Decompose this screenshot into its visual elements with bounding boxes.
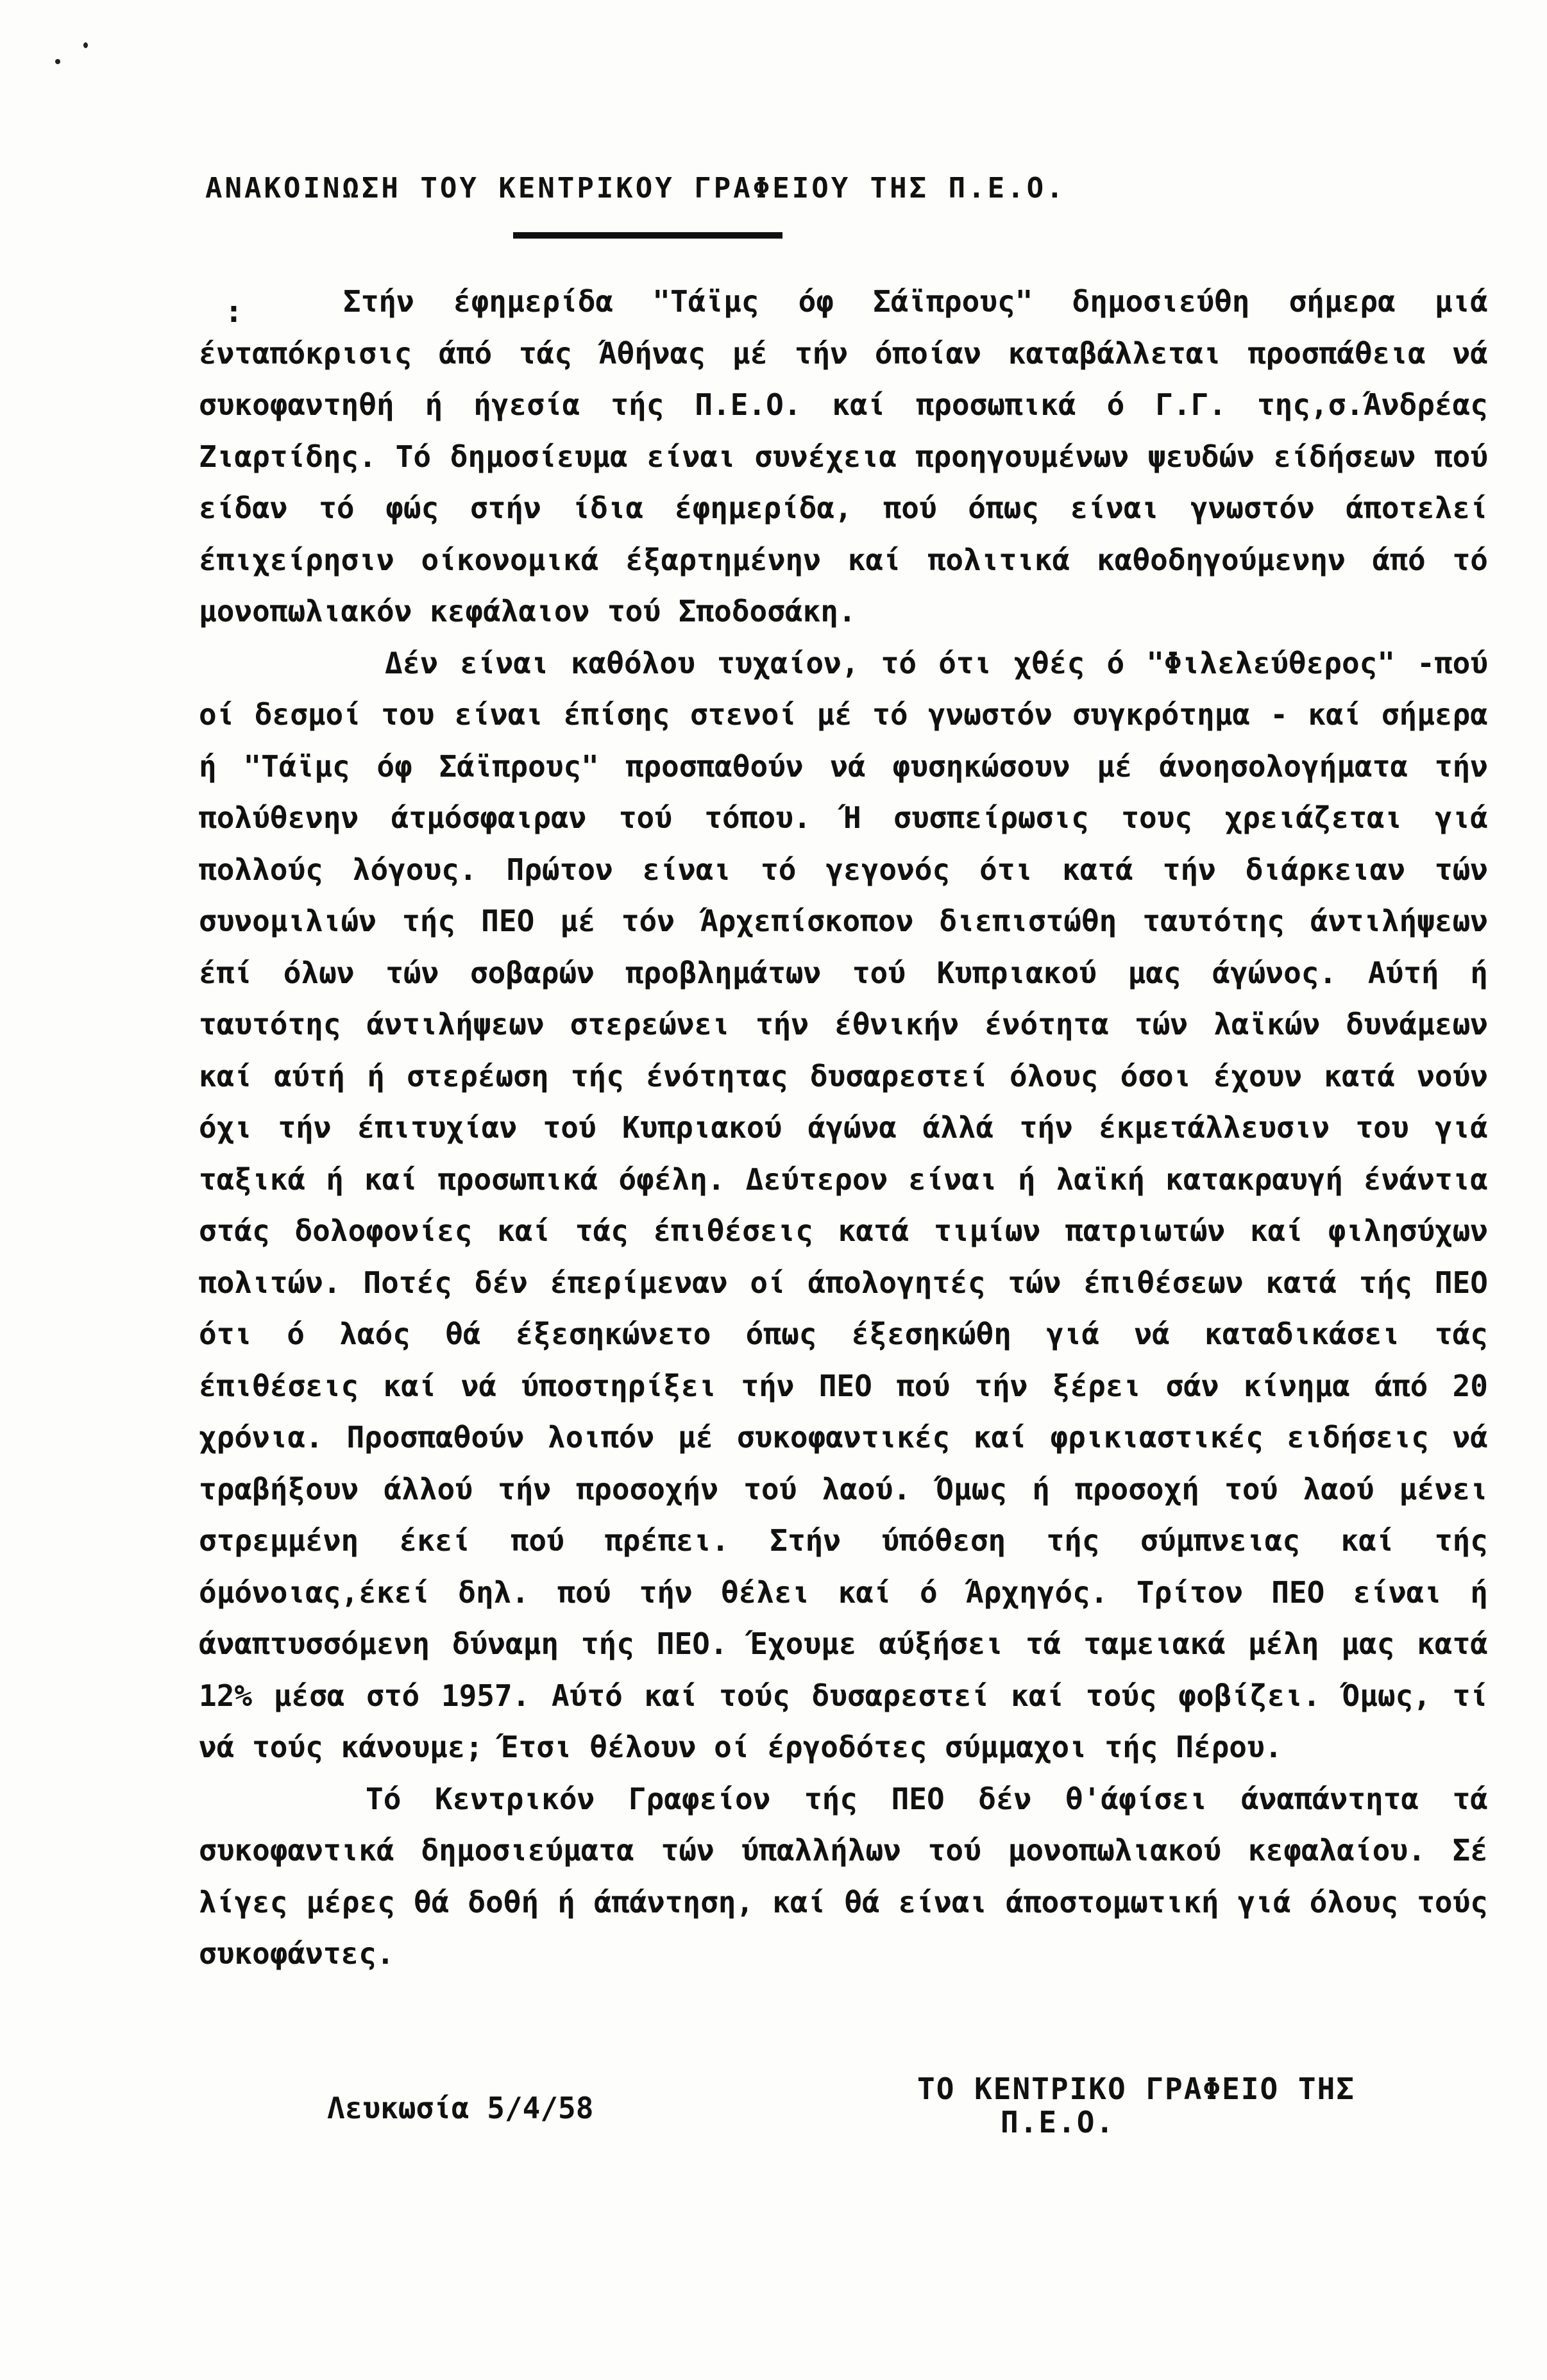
document-body	[199, 276, 1488, 1980]
scan-speck	[83, 42, 88, 48]
paragraph-3: Τό Κεντρικόν Γραφείον τής ΠΕΟ δέν θ'άφίσει άναπάντητα τά συκοφαντικά δημοσιεύματα τών ύπαλλήλων τού μονοπωλιακού κεφαλαίου. Σέ λίγες μέρες θά δοθή ή άπάντηση, καί θά είναι άποστομωτική γιά όλους τούς συκοφάντες.	[199, 1781, 1488, 1971]
paragraph-1: Στήν έφημερίδα "Τάϊμς όφ Σάϊπρους" δημοσιεύθη σήμερα μιά ένταπόκρισις άπό τάς Άθήνας μέ τήν όποίαν καταβάλλεται προσπάθεια νά συκοφαντηθή ή ήγεσία τής Π.Ε.Ο. καί προσωπικά ό Γ.Γ. της,σ.Άνδρέας Ζιαρτίδης. Τό δημοσίευμα είναι συνέχεια προηγουμένων ψευδών είδήσεων πού είδαν τό φώς στήν ίδια έφημερίδα, πού όπως είναι γνωστόν άποτελεί έπιχείρησιν οίκονομικά έξαρτημένην καί πολιτικά καθοδηγούμενην άπό τό μονοπωλιακόν κεφάλαιον τού Σποδοσάκη.	[199, 284, 1488, 629]
document-title: ΑΝΑΚΟΙΝΩΣΗ ΤΟΥ ΚΕΝΤΡΙΚΟΥ ΓΡΑΦΕΙΟΥ ΤΗΣ Π.Ε.Ο.	[205, 172, 1066, 205]
paragraph-marker: :	[224, 294, 243, 330]
title-underline	[513, 232, 782, 239]
place-date: Λευκωσία 5/4/58	[327, 2091, 594, 2125]
document-footer	[199, 2072, 1488, 2161]
signature-line-2: Π.Ε.Ο.	[1001, 2105, 1115, 2139]
scan-speck	[55, 59, 60, 64]
paragraph-2: Δέν είναι καθόλου τυχαίον, τό ότι χθές ό "Φιλελεύθερος" -πού οί δεσμοί του είναι έπίσης στενοί μέ τό γνωστόν συγκρότημα - καί σήμερα ή "Τάϊμς όφ Σάϊπρους" προσπαθούν νά φυσηκώσουν μέ άνοησολογήματα τήν πολύθενην άτμόσφαιραν τού τόπου. Ή συσπείρωσις τους χρειάζεται γιά πολλούς λόγους. Πρώτον είναι τό γεγονός ότι κατά τήν διάρκειαν τών συνομιλιών τής ΠΕΟ μέ τόν Άρχεπίσκοπον διεπιστώθη ταυτότης άντιλήψεων έπί όλων τών σοβαρών προβλημάτων τού Κυπριακού μας άγώνος. Αύτή ή ταυτότης άντιλήψεων στερεώνει τήν έθνικήν ένότητα τών λαϊκών δυνάμεων καί αύτή ή στερέωση τής ένότητας δυσαρεστεί όλους όσοι έχουν κατά νούν όχι τήν έπιτυχίαν τού Κυπριακού άγώνα άλλά τήν έκμετάλλευσιν του γιά ταξικά ή καί προσωπικά όφέλη. Δεύτερον είναι ή λαϊκή κατακραυγή ένάντια στάς δολοφονίες καί τάς έπιθέσεις κατά τιμίων πατριωτών καί φιλησύχων πολιτών. Ποτές δέν έπερίμεναν οί άπολογητές τών έπιθέσεων κατά τής ΠΕΟ ότι ό λαός θά έξεσηκώνετο όπως έξεσηκώθη γιά νά καταδικάσει τάς έπιθέσεις καί νά ύποστηρίξει τήν ΠΕΟ πού τήν ξέρει σάν κίνημα άπό 20 χρόνια. Προσπαθούν λοιπόν μέ συκοφαντικές καί φρικιαστικές ειδήσεις νά τραβήξουν άλλού τήν προσοχήν τού λαού. Όμως ή προσοχή τού λαού μένει στρεμμένη έκεί πού πρέπει. Στήν ύπόθεση τής σύμπνειας καί τής όμόνοιας,έκεί δηλ. πού τήν θέλει καί ό Άρχηγός. Τρίτον ΠΕΟ είναι ή άναπτυσσόμενη δύναμη τής ΠΕΟ. Έχουμε αύξήσει τά ταμειακά μέλη μας κατά 12% μέσα στό 1957. Αύτό καί τούς δυσαρεστεί καί τούς φοβίζει. Όμως, τί νά τούς κάνουμε; Έτσι θέλουν οί έργοδότες σύμμαχοι τής Πέρου.	[199, 645, 1488, 1764]
signature-line-1: ΤΟ ΚΕΝΤΡΙΚΟ ΓΡΑΦΕΙΟ ΤΗΣ	[917, 2072, 1355, 2106]
